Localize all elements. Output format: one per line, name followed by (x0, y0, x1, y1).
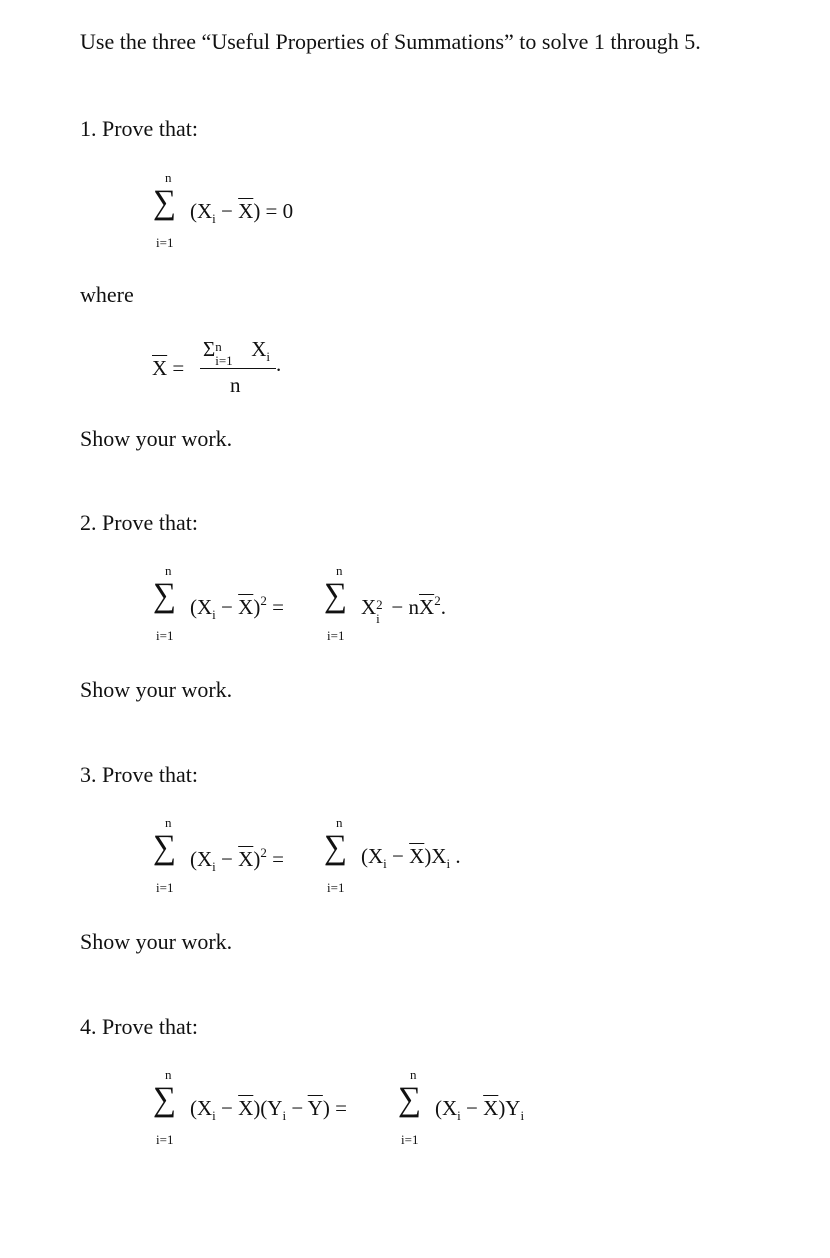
equals-sign: = (266, 595, 284, 619)
sigma-symbol: ∑ (153, 577, 177, 614)
sum-lower-limit: i=1 (327, 880, 345, 895)
rhs-close: )X (424, 844, 447, 868)
fraction-denominator: n (230, 373, 241, 397)
lhs-exponent: 2 (260, 845, 267, 860)
sum-upper-limit: n (165, 815, 172, 830)
equals-sign: = (329, 1096, 347, 1120)
body-open: (X (190, 199, 213, 223)
sum-upper-limit: n (336, 815, 343, 830)
problem-2-heading: 2. Prove that: (80, 510, 198, 535)
y-bar: $\overline{Y}$ (307, 1096, 323, 1120)
lhs-open: (X (190, 1096, 213, 1120)
sigma-symbol: ∑ (324, 577, 348, 614)
sum-lower-limit: i=1 (156, 235, 174, 250)
sum-lower-limit: i=1 (156, 880, 174, 895)
fraction-bar (200, 368, 276, 369)
rhs-open: (X (435, 1096, 458, 1120)
rhs-open: (X (361, 844, 384, 868)
sum-upper-limit: n (165, 1067, 172, 1082)
rhs-exponent: 2 (434, 593, 441, 608)
rhs-operator: − (460, 1096, 484, 1120)
equals-sign: = (172, 356, 185, 380)
rhs-expression (361, 846, 461, 870)
sum-upper-limit: n (410, 1067, 417, 1082)
rhs-x: X (361, 595, 377, 619)
lhs-middle: )(Y (253, 1096, 283, 1120)
rhs-close: )Y (498, 1096, 521, 1120)
fraction-numerator (203, 337, 271, 368)
body-close: ) = 0 (253, 199, 294, 223)
sum-lower-limit: i=1 (156, 1132, 174, 1147)
lhs-expression (190, 846, 284, 873)
lhs-close: ) (253, 595, 261, 619)
lhs-open: (X (190, 595, 213, 619)
lhs-operator: − (215, 595, 239, 619)
rhs-subscript-2: i (446, 856, 451, 871)
sum-upper-limit: n (165, 563, 172, 578)
lhs-expression (190, 594, 284, 621)
lhs-subscript: i (212, 859, 216, 874)
intro-text: Use the three “Useful Properties of Summations” to solve 1 through 5. (80, 29, 701, 54)
x-bar: $\overline{X}$ (238, 847, 254, 871)
sigma-symbol: ∑ (153, 829, 177, 866)
sigma-symbol: ∑ (398, 1081, 422, 1118)
lhs-subscript: i (212, 1108, 216, 1123)
lhs-open: (X (190, 847, 213, 871)
period: . (450, 844, 461, 868)
problem-3-heading: 3. Prove that: (80, 762, 198, 787)
lhs-operator: − (215, 1096, 239, 1120)
x-bar: $\overline{X}$ (238, 199, 254, 223)
body-subscript: i (212, 211, 216, 226)
x-bar: $\overline{X}$ (483, 1096, 499, 1120)
x-bar: $\overline{X}$ (152, 356, 168, 380)
sum-lower-limit: i=1 (401, 1132, 419, 1147)
problem-2-show-work: Show your work. (80, 677, 233, 702)
rhs-subscript: i (457, 1108, 461, 1123)
rhs-subscript: i (376, 611, 380, 626)
problem-4-heading: 4. Prove that: (80, 1014, 198, 1039)
lhs-exponent: 2 (260, 593, 267, 608)
sigma-symbol: ∑ (153, 184, 177, 221)
rhs-expression (435, 1098, 524, 1122)
rhs-expression (361, 593, 446, 626)
numerator-sigma-upper: n (215, 339, 222, 354)
rhs-subscript: i (383, 856, 387, 871)
sigma-symbol: ∑ (324, 829, 348, 866)
sum-upper-limit: n (336, 563, 343, 578)
lhs-subscript: i (212, 607, 216, 622)
sum-lower-limit: i=1 (156, 628, 174, 643)
mean-lhs (152, 358, 184, 379)
sum-body (190, 201, 293, 225)
body-operator: − (215, 199, 239, 223)
sum-upper-limit: n (165, 170, 172, 185)
numerator-x-subscript: i (266, 349, 271, 364)
lhs-operator-2: − (286, 1096, 308, 1120)
equals-sign: = (266, 847, 284, 871)
numerator-sigma-lower: i=1 (215, 353, 233, 368)
numerator-x: X (251, 337, 267, 361)
period: . (440, 595, 446, 619)
problem-1-show-work: Show your work. (80, 426, 233, 451)
problem-3-show-work: Show your work. (80, 929, 233, 954)
problem-1-heading: 1. Prove that: (80, 116, 198, 141)
lhs-expression (190, 1098, 347, 1122)
sum-lower-limit: i=1 (327, 628, 345, 643)
lhs-close: ) (253, 847, 261, 871)
sigma-symbol: ∑ (153, 1081, 177, 1118)
definition-period: . (276, 352, 282, 376)
rhs-superscript: 2 (376, 597, 383, 612)
sigma-symbol: Σ (203, 337, 216, 361)
rhs-subscript-2: i (520, 1108, 525, 1123)
x-bar: $\overline{X}$ (238, 595, 254, 619)
lhs-operator: − (215, 847, 239, 871)
x-bar: $\overline{X}$ (419, 595, 435, 619)
rhs-operator: − (386, 844, 410, 868)
x-bar: $\overline{X}$ (409, 844, 425, 868)
lhs-close: ) (322, 1096, 330, 1120)
rhs-operator: − n (386, 595, 420, 619)
x-bar: $\overline{X}$ (238, 1096, 254, 1120)
where-label: where (80, 282, 134, 307)
lhs-subscript-2: i (282, 1108, 287, 1123)
